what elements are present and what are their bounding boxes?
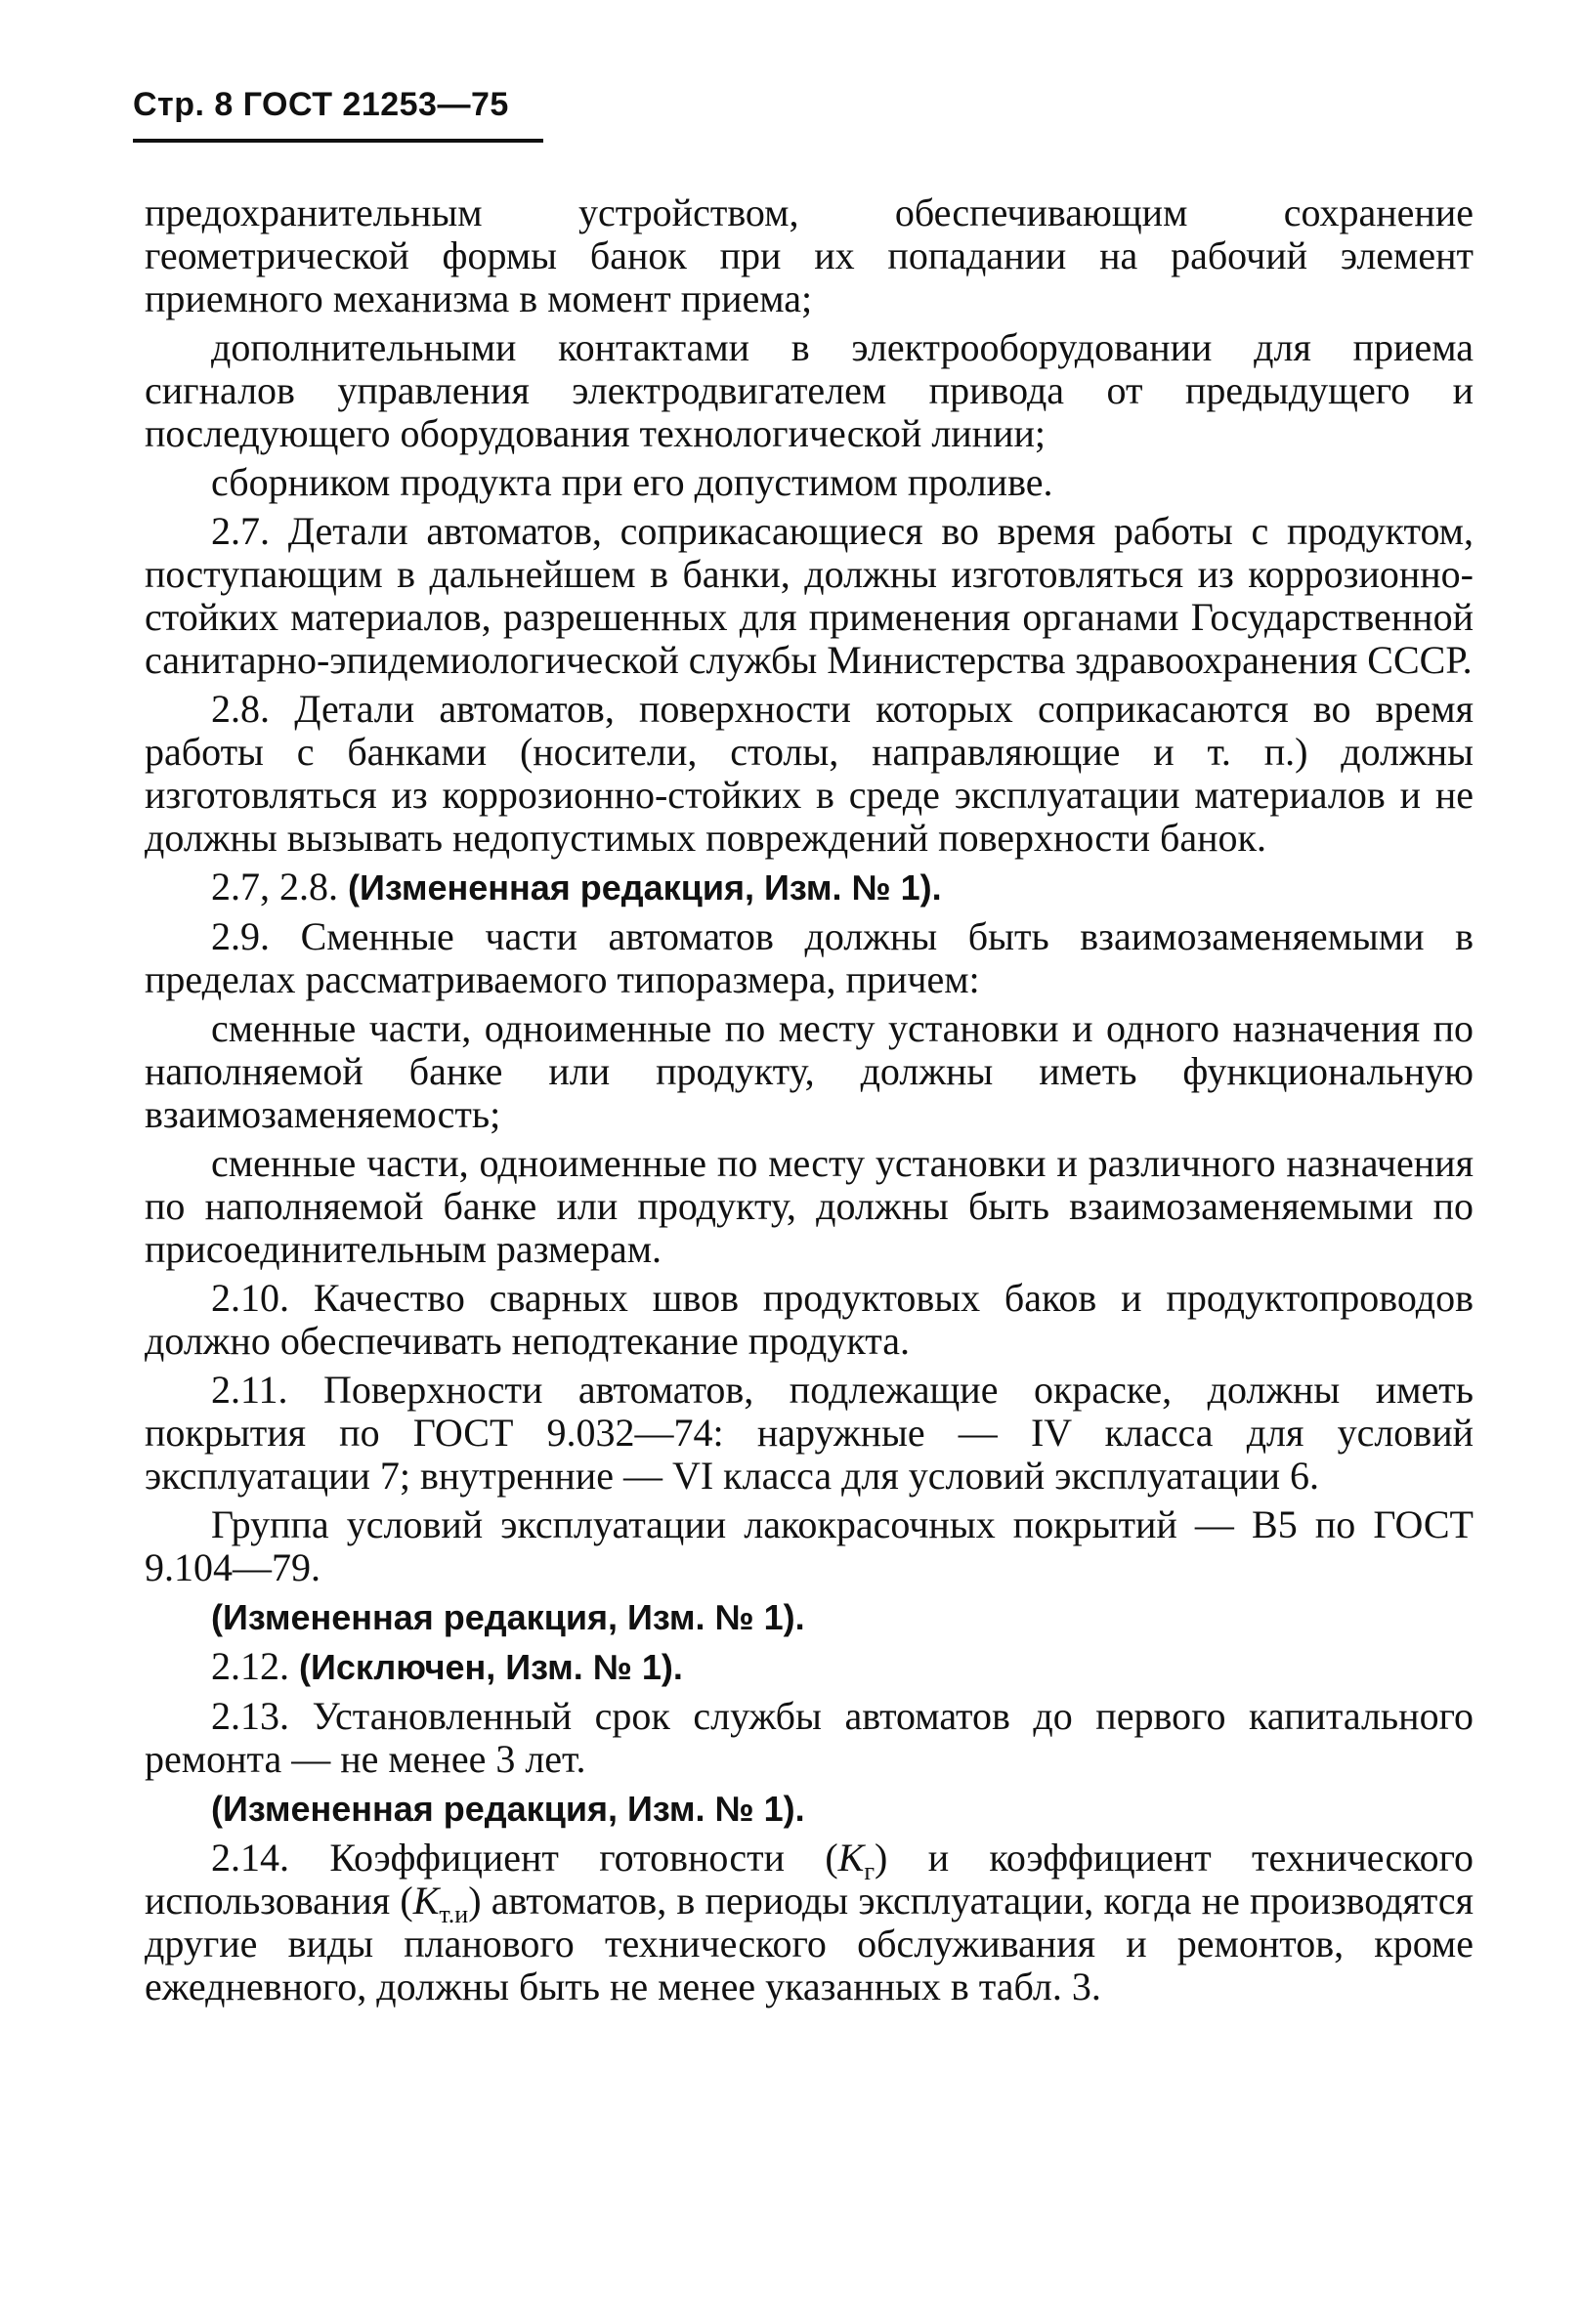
text-fragment: 2.14. Коэффициент готовности ( <box>211 1836 838 1880</box>
paragraph-2-11-group: Группа условий эксплуатации лакокрасочных покрытий — B5 по ГОСТ 9.104—79. <box>145 1502 1474 1589</box>
symbol-k-readiness: K <box>837 1836 865 1880</box>
paragraph-2-9-a: сменные части, одноименные по месту установки и одного назначения по наполняемой банке или продукту, должны иметь функциональную взаимозаменяемость; <box>145 1006 1474 1136</box>
clause-number: 2.12. <box>211 1644 299 1688</box>
document-body <box>145 191 1474 2014</box>
paragraph-contacts: дополнительными контактами в электрооборудовании для приема сигналов управления электродвигателем привода от предыдущего и последующего оборудования технологической линии; <box>145 325 1474 455</box>
paragraph-collector: сборником продукта при его допустимом проливе. <box>211 460 1053 504</box>
paragraph-continuation: предохранительным устройством, обеспечивающим сохранение геометрической формы банок при их попадании на рабочий элемент приемного механизма в момент приема; <box>145 190 1474 320</box>
paragraph-2-11-change <box>145 1595 1474 1639</box>
text-fragment: ) автоматов, в периоды эксплуатации, когда не производятся другие виды планового технического обслуживания и ремонтов, кроме ежедневного, должны быть не менее указанных в табл. 3. <box>145 1879 1474 2008</box>
change-note: (Измененная редакция, Изм. № 1). <box>211 1789 805 1829</box>
paragraph-2-9: 2.9. Сменные части автоматов должны быть взаимозаменяемыми в пределах рассматриваемого типоразмера, причем: <box>145 914 1474 1001</box>
paragraph-2-10: 2.10. Качество сварных швов продуктовых баков и продуктопроводов должно обеспечивать неподтекание продукта. <box>145 1276 1474 1363</box>
paragraph-2-7-2-8-change <box>145 866 1474 909</box>
paragraph-2-11: 2.11. Поверхности автоматов, подлежащие окраске, должны иметь покрытия по ГОСТ 9.032—74: наружные — IV класса для условий эксплуатации 7; внутренние — VI класса для условий эксплуатации 6. <box>145 1368 1474 1498</box>
paragraph-2-9-b: сменные части, одноименные по месту установки и различного назначения по наполняемой банке или продукту, должны быть взаимозаменяемыми по присоединительным размерам. <box>145 1141 1474 1271</box>
change-ref-prefix: 2.7, 2.8. <box>211 865 348 908</box>
text-fragment: ) и коэффициент технического использования ( <box>145 1836 1474 1923</box>
symbol-k-usage: K <box>412 1879 440 1923</box>
paragraph-2-7: 2.7. Детали автоматов, соприкасающиеся во время работы с продуктом, поступающим в дальнейшем в банки, должны изготовляться из коррозионно-стойких материалов, разрешенных для применения органами Государственной санитарно-эпидемиологической службы Министерства здравоохранения СССР. <box>145 509 1474 682</box>
header-rule <box>133 139 543 143</box>
paragraph-2-13-change <box>145 1787 1474 1831</box>
paragraph-2-12 <box>145 1645 1474 1689</box>
paragraph-2-14 <box>145 1837 1474 2008</box>
paragraph-2-8: 2.8. Детали автоматов, поверхности которых соприкасаются во время работы с банками (носители, столы, направляющие и т. п.) должны изготовляться из коррозионно-стойких в среде эксплуатации материалов и не должны вызывать недопустимых повреждений поверхности банок. <box>145 687 1474 860</box>
symbol-subscript: т.и <box>439 1900 469 1928</box>
excluded-note: (Исключен, Изм. № 1). <box>299 1647 683 1687</box>
symbol-subscript: г <box>864 1857 876 1885</box>
paragraph-2-13: 2.13. Установленный срок службы автоматов до первого капитального ремонта — не менее 3 лет. <box>145 1694 1474 1781</box>
change-note: (Измененная редакция, Изм. № 1). <box>348 867 942 908</box>
page-header: Стр. 8 ГОСТ 21253—75 <box>133 86 509 123</box>
change-note: (Измененная редакция, Изм. № 1). <box>211 1597 805 1637</box>
